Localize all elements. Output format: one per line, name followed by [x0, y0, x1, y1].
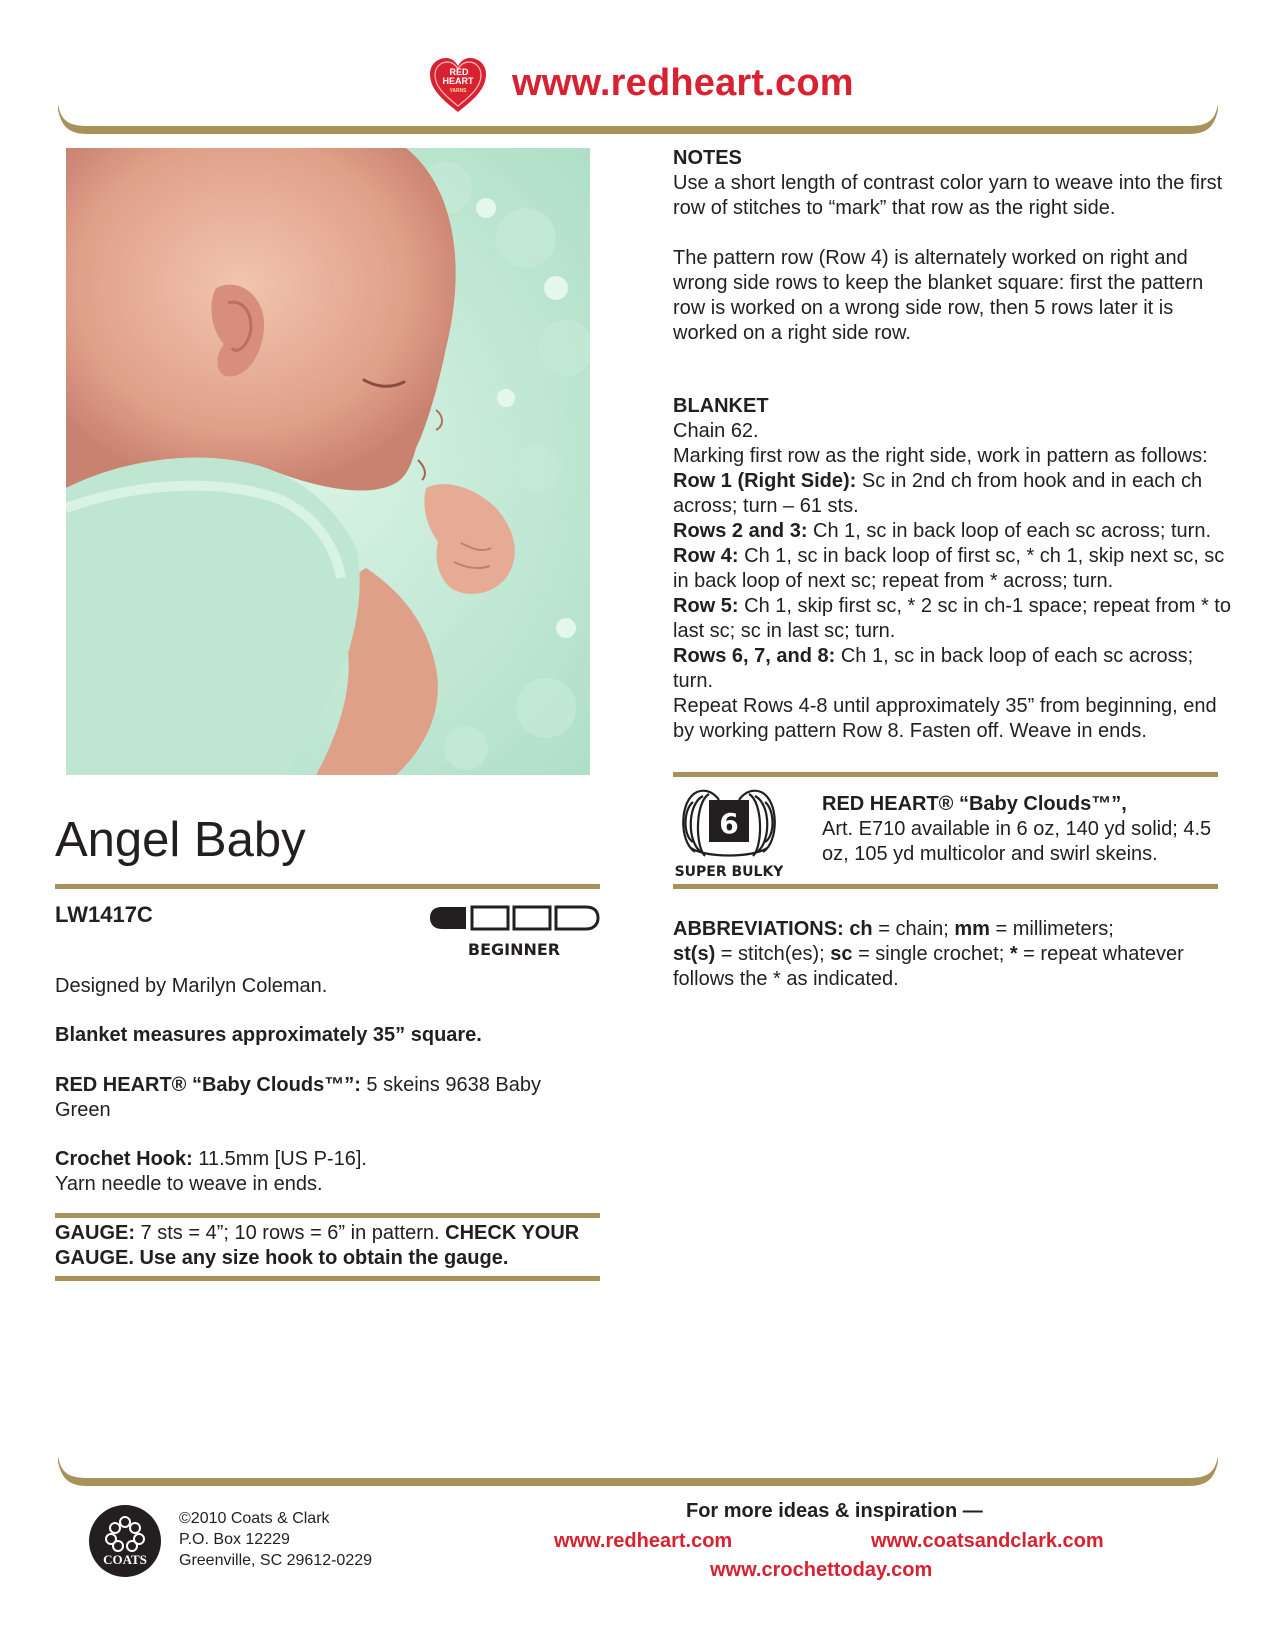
- gauge-divider-top: [55, 1213, 600, 1218]
- row-text: Ch 1, sc in back loop of each sc across; turn.: [673, 645, 1194, 692]
- abbreviations: [673, 917, 1233, 992]
- abbr-meaning: = stitch(es);: [715, 943, 831, 965]
- yarn-weight-icon: [675, 786, 783, 878]
- footer-gold-band: [58, 1452, 1218, 1488]
- abbr-meaning: = repeat whatever follows the * as indicated.: [673, 943, 1184, 990]
- abbr-term: mm: [954, 918, 990, 940]
- blanket-intro: Marking first row as the right side, work in pattern as follows:: [673, 445, 1208, 467]
- abbreviations-label: ABBREVIATIONS:: [673, 918, 844, 940]
- blanket-heading: BLANKET: [673, 395, 769, 417]
- designer-credit: Designed by Marilyn Coleman.: [55, 975, 328, 997]
- abbr-term: *: [1009, 943, 1018, 965]
- pattern-title: Angel Baby: [55, 813, 306, 867]
- row-label: Row 5:: [673, 595, 739, 617]
- abbr-meaning: = chain;: [872, 918, 955, 940]
- footer-link-redheart[interactable]: www.redheart.com: [554, 1530, 733, 1552]
- blanket-instructions: [673, 394, 1233, 744]
- skill-level-icon: [428, 905, 600, 961]
- yarn-divider-bottom: [673, 884, 1218, 889]
- coats-logo[interactable]: [88, 1504, 162, 1578]
- footer-more-ideas: For more ideas & inspiration —: [686, 1500, 983, 1522]
- address-line: Greenville, SC 29612-0229: [179, 1552, 373, 1569]
- footer-link-crochettoday[interactable]: www.crochettoday.com: [710, 1559, 933, 1581]
- gauge-label: GAUGE:: [55, 1222, 135, 1244]
- materials-yarn: [55, 1073, 600, 1123]
- notes-section: [673, 146, 1233, 346]
- logo-text-heart: HEART: [442, 76, 474, 86]
- row-label: Rows 6, 7, and 8:: [673, 645, 836, 667]
- yarn-info: [822, 792, 1222, 867]
- abbr-term: ch: [849, 918, 873, 940]
- gauge-text: 7 sts = 4”; 10 rows = 6” in pattern.: [135, 1222, 446, 1244]
- abbr-meaning: = millimeters;: [989, 918, 1114, 940]
- logo-text-red: RED: [449, 67, 469, 77]
- yarn-divider-top: [673, 772, 1218, 777]
- yarn-weight-number: 6: [719, 807, 739, 840]
- blanket-finish: Repeat Rows 4-8 until approximately 35” from beginning, end by working pattern Row 8. Fasten off. Weave in ends.: [673, 695, 1217, 742]
- baby-photo: [66, 148, 590, 775]
- notes-paragraph-2: The pattern row (Row 4) is alternately worked on right and wrong side rows to keep the blanket square: first the pattern row is worked on a wrong side row, then 5 rows later it is worked on a right side row.: [673, 247, 1204, 344]
- notes-heading: NOTES: [673, 147, 742, 169]
- header-gold-band: [58, 100, 1218, 136]
- address-line: P.O. Box 12229: [179, 1531, 290, 1548]
- materials-hook: [55, 1147, 600, 1197]
- pattern-code: LW1417C: [55, 902, 153, 927]
- gauge-check: CHECK YOUR GAUGE. Use any size hook to obtain the gauge.: [55, 1222, 580, 1269]
- address-block: [179, 1508, 372, 1571]
- abbr-meaning: = single crochet;: [852, 943, 1010, 965]
- blanket-chain: Chain 62.: [673, 420, 759, 442]
- site-url-link[interactable]: www.redheart.com: [512, 62, 854, 104]
- logo-text-yarns: YARNS: [449, 88, 467, 94]
- footer-link-coatsandclark[interactable]: www.coatsandclark.com: [871, 1530, 1104, 1552]
- gauge-divider-bottom: [55, 1276, 600, 1281]
- finished-size: Blanket measures approximately 35” square.: [55, 1024, 482, 1046]
- hook-label: Crochet Hook:: [55, 1148, 193, 1170]
- abbr-term: st(s): [673, 943, 716, 965]
- row-label: Row 4:: [673, 545, 739, 567]
- materials-yarn-label: RED HEART® “Baby Clouds™”:: [55, 1074, 361, 1096]
- needle-text: Yarn needle to weave in ends.: [55, 1173, 323, 1195]
- row-text: Ch 1, skip first sc, * 2 sc in ch-1 space; repeat from * to last sc; sc in last sc; turn.: [673, 595, 1231, 642]
- coats-logo-text: COATS: [103, 1552, 147, 1567]
- yarn-name: RED HEART® “Baby Clouds™”,: [822, 793, 1127, 815]
- title-divider: [55, 884, 600, 889]
- address-line: ©2010 Coats & Clark: [179, 1510, 330, 1527]
- gauge-block: [55, 1221, 600, 1271]
- row-label: Rows 2 and 3:: [673, 520, 808, 542]
- hook-text: 11.5mm [US P-16].: [192, 1148, 367, 1170]
- row-text: Ch 1, sc in back loop of first sc, * ch 1, skip next sc, sc in back loop of next sc; repeat from * across; turn.: [673, 545, 1225, 592]
- notes-paragraph-1: Use a short length of contrast color yarn to weave into the first row of stitches to “mark” that row as the right side.: [673, 172, 1223, 219]
- yarn-details: Art. E710 available in 6 oz, 140 yd solid; 4.5 oz, 105 yd multicolor and swirl skeins.: [822, 818, 1212, 865]
- row-label: Row 1 (Right Side):: [673, 470, 857, 492]
- materials-yarn-text: 5 skeins 9638 Baby Green: [55, 1074, 541, 1121]
- abbr-term: sc: [830, 943, 853, 965]
- row-text: Sc in 2nd ch from hook and in each ch across; turn – 61 sts.: [673, 470, 1203, 517]
- skill-level-label: BEGINNER: [467, 940, 561, 959]
- yarn-weight-label: SUPER BULKY: [675, 864, 783, 878]
- row-text: Ch 1, sc in back loop of each sc across; turn.: [807, 520, 1212, 542]
